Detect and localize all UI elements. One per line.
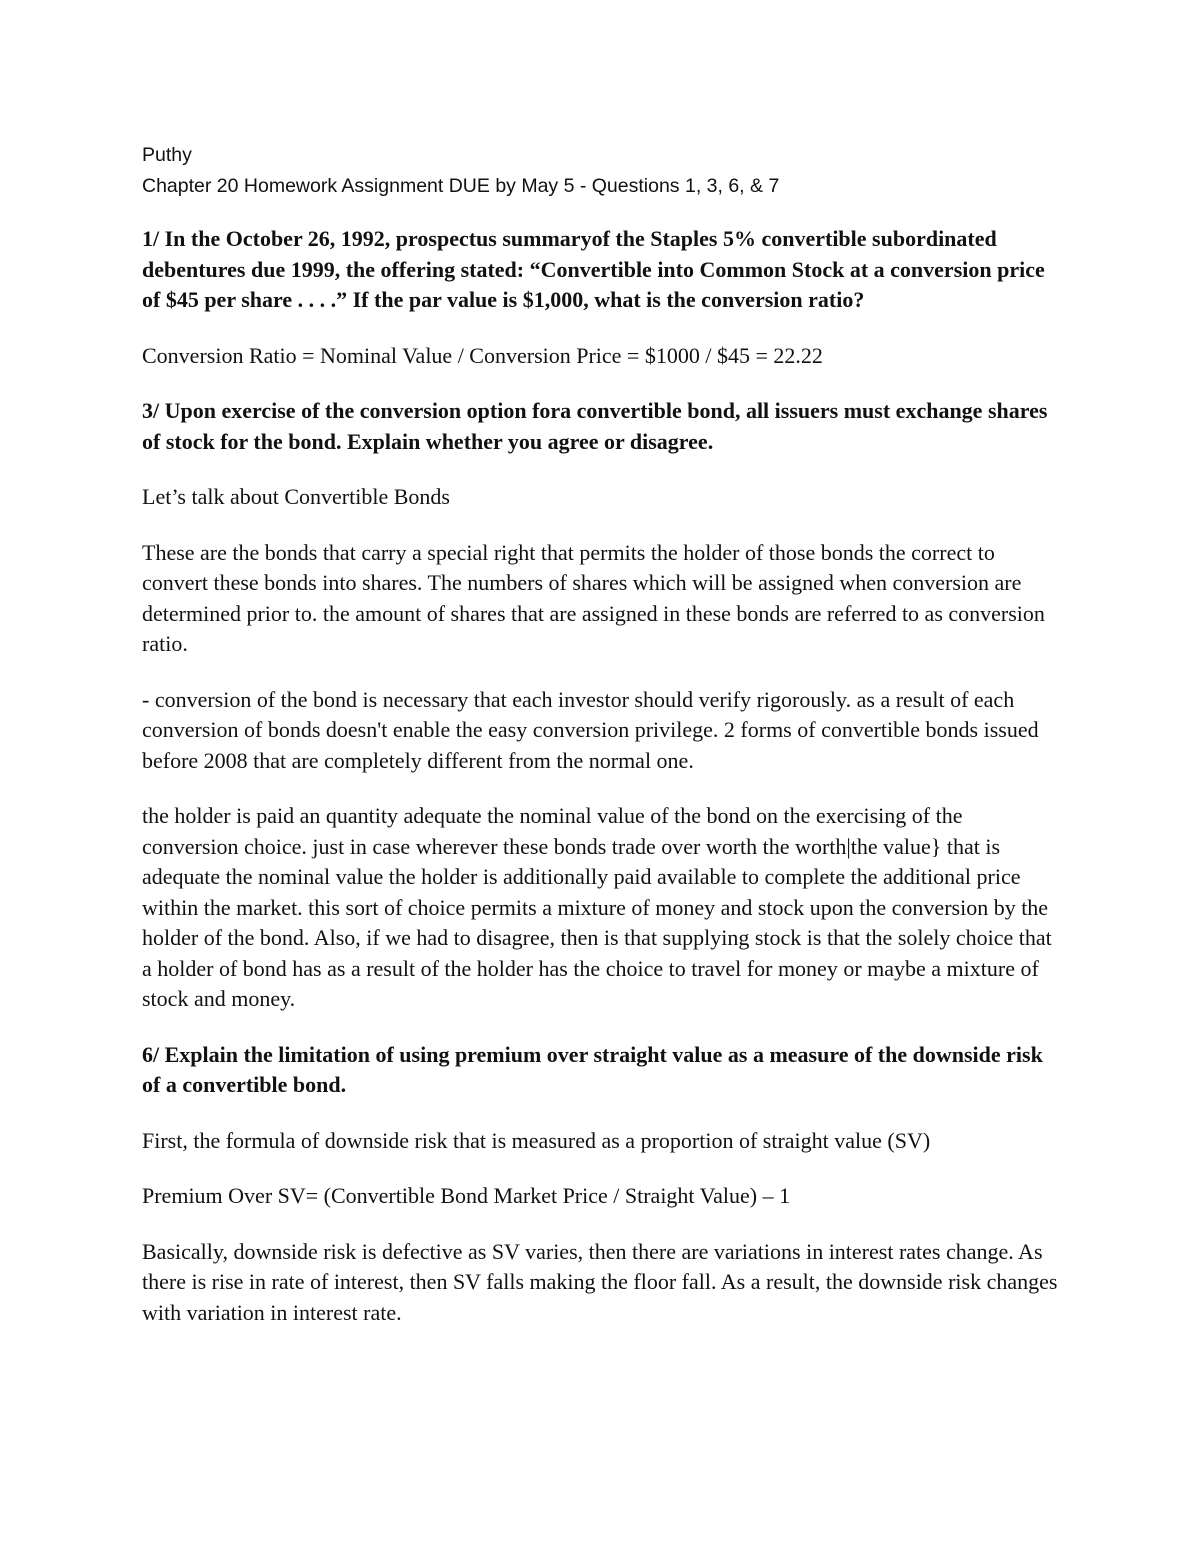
document-page — [142, 140, 1062, 1328]
answer-3-intro: Let’s talk about Convertible Bonds — [142, 484, 450, 509]
answer-6-paragraph-2: Basically, downside risk is defective as SV varies, then there are variations in interest rates change. As there is rise in rate of interest, then SV falls making the floor fall. As a result, the downside risk changes with variation in interest rate. — [142, 1238, 1058, 1325]
document-header — [142, 140, 1062, 202]
assignment-title: Chapter 20 Homework Assignment DUE by May 5 - Questions 1, 3, 6, & 7 — [142, 175, 780, 197]
answer-3-paragraph-2: - conversion of the bond is necessary that each investor should verify rigorously. as a result of each conversion of bonds doesn't enable the easy conversion privilege. 2 forms of convertible bonds issued before 2008 that are completely different from the normal one. — [142, 686, 1039, 773]
question-1: 1/ In the October 26, 1992, prospectus summaryof the Staples 5% convertible subordinated debentures due 1999, the offering stated: “Convertible into Common Stock at a conversion price of $45 per share . . . .” If the par value is $1,000, what is the conversion ratio? — [142, 226, 1045, 312]
answer-3-paragraph-1: These are the bonds that carry a special right that permits the holder of those bonds the correct to convert these bonds into shares. The numbers of shares which will be assigned when conversion are determined prior to. the amount of shares that are assigned in these bonds are referred to as conversion ratio. — [142, 539, 1045, 656]
answer-1: Conversion Ratio = Nominal Value / Conversion Price = $1000 / $45 = 22.22 — [142, 342, 823, 368]
answer-6-paragraph-1: First, the formula of downside risk that is measured as a proportion of straight value (SV) — [142, 1127, 931, 1153]
answer-6-formula: Premium Over SV= (Convertible Bond Market Price / Straight Value) – 1 — [142, 1183, 791, 1208]
answer-3-paragraph-3: the holder is paid an quantity adequate the nominal value of the bond on the exercising of the conversion choice. just in case wherever these bonds trade over worth the worth|the value} that is adequate the nominal value the holder is additionally paid available to complete the additional price within the market. this sort of choice permits a mixture of money and stock upon the conversion by the holder of the bond. Also, if we had to disagree, then is that supplying stock is that the solely choice that a holder of bond has as a result of the holder has the choice to travel for money or maybe a mixture of stock and money. — [142, 803, 1052, 1011]
question-6: 6/ Explain the limitation of using premium over straight value as a measure of the downside risk of a convertible bond. — [142, 1041, 1043, 1097]
author-name: Puthy — [142, 144, 192, 166]
question-3: 3/ Upon exercise of the conversion option fora convertible bond, all issuers must exchange shares of stock for the bond. Explain whether you agree or disagree. — [142, 398, 1048, 454]
